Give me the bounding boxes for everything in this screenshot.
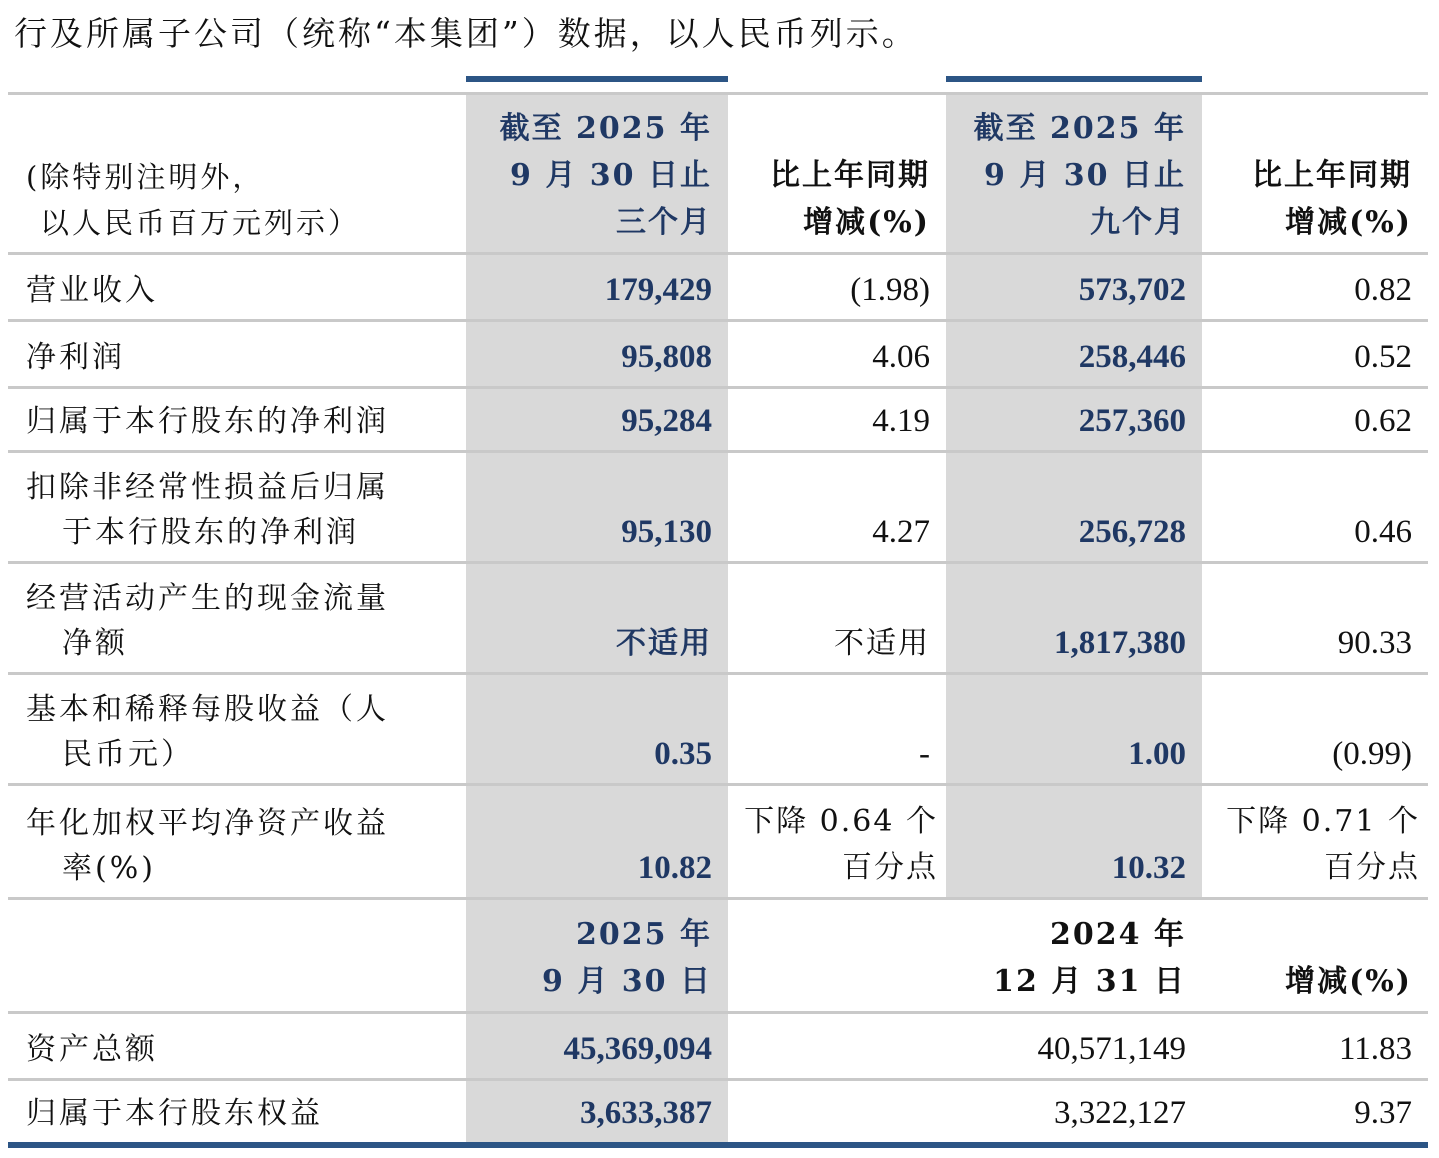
q3-change: 4.19 <box>728 388 946 452</box>
intro-text: 行及所属子公司（统称“本集团”）数据，以人民币列示。 <box>14 14 918 53</box>
row-label: 归属于本行股东权益 <box>8 1080 466 1145</box>
balance-header-previous-line2: 12 月 31 日 <box>993 964 1186 999</box>
q3-change: - <box>728 674 946 785</box>
header-q3-yoy-line1: 比上年同期 <box>770 158 930 193</box>
nm-change <box>1202 785 1428 899</box>
balance-header-change: 增减(%) <box>1202 899 1428 1013</box>
q3-value: 不适用 <box>466 563 728 674</box>
q3-value: 179,429 <box>466 254 728 321</box>
row-label-line1: 扣除非经常性损益后归属 <box>26 470 389 505</box>
table-row <box>8 388 1428 452</box>
row-label-line1: 年化加权平均净资产收益 <box>26 806 389 841</box>
table-row <box>8 452 1428 563</box>
header-nm-yoy <box>1202 94 1428 254</box>
balance-header-blank <box>8 899 466 1013</box>
header-nm-line1: 截至 2025 年 <box>973 111 1186 146</box>
q3-change: 不适用 <box>728 563 946 674</box>
nm-column-accent-bar <box>946 76 1202 82</box>
row-label-line1: 经营活动产生的现金流量 <box>26 581 389 616</box>
balance-header-previous-line1: 2024 年 <box>1050 917 1186 952</box>
unit-note <box>8 94 466 254</box>
header-q3-line1: 截至 2025 年 <box>499 111 712 146</box>
header-q3-line3: 三个月 <box>616 205 712 240</box>
nm-change-line2: 百分点 <box>1324 850 1420 885</box>
row-label: 营业收入 <box>8 254 466 321</box>
header-q3-period <box>466 94 728 254</box>
header-q3-line2: 9 月 30 日止 <box>510 158 712 193</box>
table-row <box>8 321 1428 388</box>
row-label: 净利润 <box>8 321 466 388</box>
empty-cell <box>728 1013 946 1080</box>
row-label-line2: 率(%) <box>62 851 156 886</box>
header-nm-line3: 九个月 <box>1090 205 1186 240</box>
header-nm-line2: 9 月 30 日止 <box>984 158 1186 193</box>
table-row <box>8 563 1428 674</box>
nm-value: 10.32 <box>946 785 1202 899</box>
current-value: 3,633,387 <box>466 1080 728 1145</box>
change-value: 11.83 <box>1202 1013 1428 1080</box>
nm-change: 0.82 <box>1202 254 1428 321</box>
header-nm-yoy-line1: 比上年同期 <box>1252 158 1412 193</box>
q3-change <box>728 785 946 899</box>
nm-value: 1,817,380 <box>946 563 1202 674</box>
row-label-line2: 民币元） <box>62 737 194 772</box>
table-row <box>8 1013 1428 1080</box>
nm-value: 1.00 <box>946 674 1202 785</box>
row-label <box>8 785 466 899</box>
balance-header-spacer <box>728 899 946 1013</box>
row-label <box>8 674 466 785</box>
balance-header-previous <box>946 899 1202 1013</box>
header-nm-period <box>946 94 1202 254</box>
q3-value: 95,130 <box>466 452 728 563</box>
nm-change: 0.62 <box>1202 388 1428 452</box>
table-header-row <box>8 94 1428 254</box>
q3-value: 0.35 <box>466 674 728 785</box>
nm-change: 0.52 <box>1202 321 1428 388</box>
row-label-line1: 基本和稀释每股收益（人 <box>26 692 389 727</box>
unit-note-line2: 以人民币百万元列示） <box>40 206 361 240</box>
row-label <box>8 452 466 563</box>
balance-header-current <box>466 899 728 1013</box>
q3-column-accent-bar <box>466 76 728 82</box>
balance-header-current-line1: 2025 年 <box>576 917 712 952</box>
previous-value: 40,571,149 <box>946 1013 1202 1080</box>
table-row <box>8 785 1428 899</box>
nm-value: 257,360 <box>946 388 1202 452</box>
row-label-line2: 于本行股东的净利润 <box>62 515 359 550</box>
q3-value: 95,808 <box>466 321 728 388</box>
unit-note-line1: (除特别注明外， <box>26 160 265 194</box>
q3-value: 10.82 <box>466 785 728 899</box>
balance-header-row <box>8 899 1428 1013</box>
empty-cell <box>728 1080 946 1145</box>
q3-change: 4.27 <box>728 452 946 563</box>
table-row <box>8 674 1428 785</box>
q3-change: (1.98) <box>728 254 946 321</box>
row-label <box>8 563 466 674</box>
header-q3-yoy <box>728 94 946 254</box>
nm-change: 0.46 <box>1202 452 1428 563</box>
table-row <box>8 1080 1428 1145</box>
nm-value: 573,702 <box>946 254 1202 321</box>
q3-change-line1: 下降 0.64 个 <box>744 804 938 839</box>
header-nm-yoy-line2: 增减(%) <box>1285 205 1412 240</box>
row-label-line2: 净额 <box>62 626 128 661</box>
row-label: 归属于本行股东的净利润 <box>8 388 466 452</box>
previous-value: 3,322,127 <box>946 1080 1202 1145</box>
q3-change-line2: 百分点 <box>842 850 938 885</box>
table-row <box>8 254 1428 321</box>
row-label: 资产总额 <box>8 1013 466 1080</box>
balance-header-current-line2: 9 月 30 日 <box>542 964 712 999</box>
nm-value: 256,728 <box>946 452 1202 563</box>
nm-change: 90.33 <box>1202 563 1428 674</box>
q3-change: 4.06 <box>728 321 946 388</box>
current-value: 45,369,094 <box>466 1013 728 1080</box>
nm-change: (0.99) <box>1202 674 1428 785</box>
nm-value: 258,446 <box>946 321 1202 388</box>
q3-value: 95,284 <box>466 388 728 452</box>
change-value: 9.37 <box>1202 1080 1428 1145</box>
financial-summary-table <box>8 92 1428 1148</box>
header-q3-yoy-line2: 增减(%) <box>803 205 930 240</box>
nm-change-line1: 下降 0.71 个 <box>1226 804 1420 839</box>
